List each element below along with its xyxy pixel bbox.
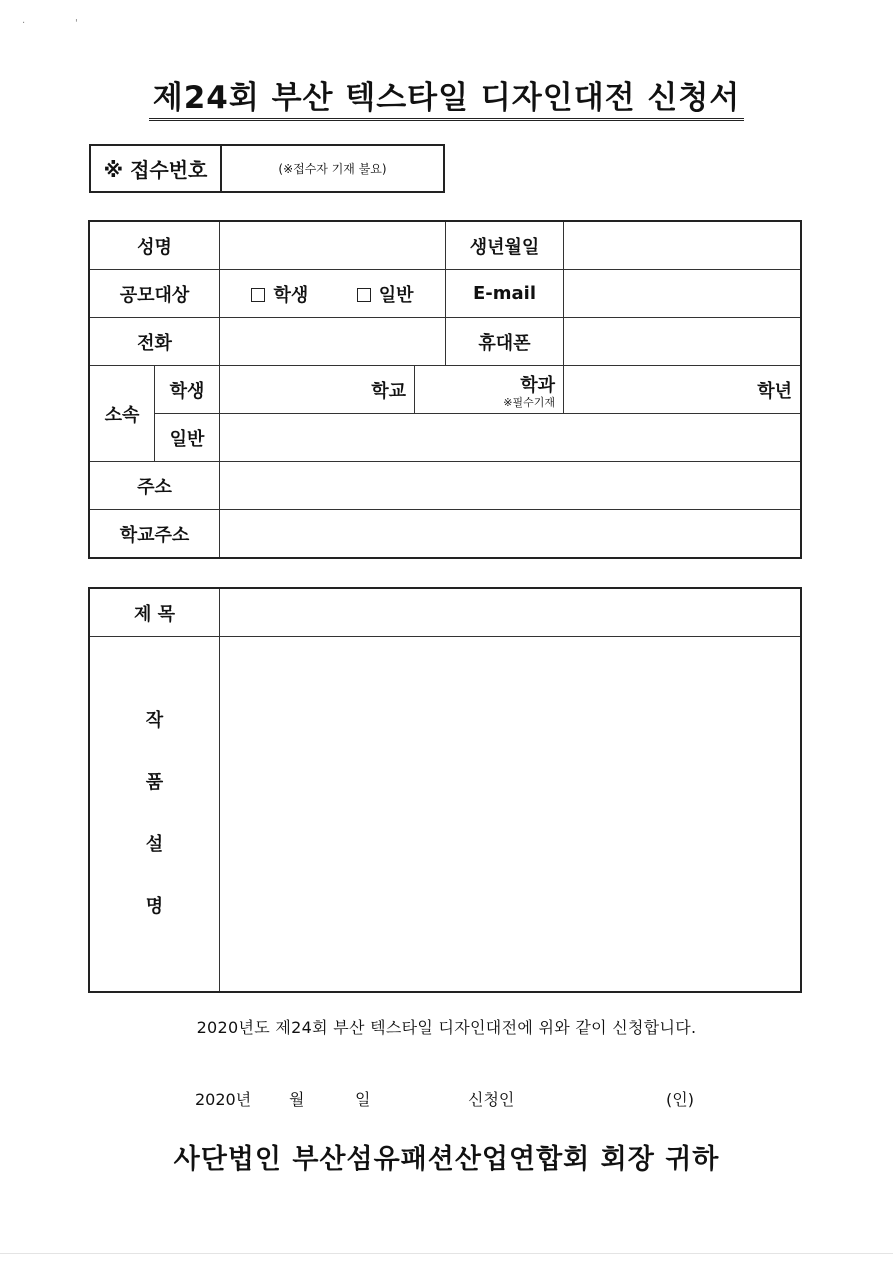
mobile-field[interactable] <box>564 318 801 366</box>
addressee-footer: 사단법인 부산섬유패션산업연합회 회장 귀하 <box>173 1144 720 1175</box>
date-year: 2020년 <box>195 1090 252 1109</box>
category-label: 공모대상 <box>90 270 220 318</box>
receipt-label: ※ 접수번호 <box>91 146 222 191</box>
aff-student-label: 학생 <box>155 366 220 414</box>
birth-label: 생년월일 <box>446 222 564 270</box>
name-field[interactable] <box>220 222 446 270</box>
work-description-label: 작 품 설 명 <box>90 637 220 992</box>
page-title: 제24회 부산 텍스타일 디자인대전 신청서 <box>0 72 893 117</box>
address-label: 주소 <box>90 462 220 510</box>
phone-label: 전화 <box>90 318 220 366</box>
receipt-number-box <box>89 144 445 193</box>
receipt-note: (※접수자 기재 불요) <box>278 162 387 176</box>
applicant-table <box>89 221 801 558</box>
student-option-label: 학생 <box>273 284 309 306</box>
affiliation-label: 소속 <box>90 366 155 462</box>
page-edge <box>0 1253 893 1254</box>
email-label: E-mail <box>446 270 564 318</box>
student-checkbox[interactable] <box>251 288 265 302</box>
address-field[interactable] <box>220 462 801 510</box>
major-note: ※필수기재 <box>503 395 555 409</box>
aff-general-field[interactable] <box>220 414 801 462</box>
work-table <box>89 588 801 992</box>
grade-label: 학년 <box>757 380 792 402</box>
phone-field[interactable] <box>220 318 446 366</box>
school-address-field[interactable] <box>220 510 801 558</box>
general-option-label: 일반 <box>378 284 414 306</box>
major-label: 학과 <box>520 374 555 396</box>
applicant-signature-label: 신청인 <box>468 1090 515 1109</box>
aff-general-label: 일반 <box>155 414 220 462</box>
category-options <box>220 270 446 318</box>
birth-field[interactable] <box>564 222 801 270</box>
email-field[interactable] <box>564 270 801 318</box>
mobile-label: 휴대폰 <box>446 318 564 366</box>
scan-mark: ' <box>75 18 78 29</box>
major-field[interactable] <box>415 366 564 414</box>
work-title-label: 제 목 <box>90 589 220 637</box>
grade-field[interactable] <box>564 366 801 414</box>
general-checkbox[interactable] <box>357 288 371 302</box>
school-label: 학교 <box>371 380 406 402</box>
work-title-field[interactable] <box>220 589 801 637</box>
school-address-label: 학교주소 <box>90 510 220 558</box>
pledge-text: 2020년도 제24회 부산 텍스타일 디자인대전에 위와 같이 신청합니다. <box>196 1018 697 1037</box>
school-field[interactable] <box>220 366 415 414</box>
work-description-field[interactable] <box>220 637 801 992</box>
scan-mark: · <box>22 18 26 29</box>
date-day: 일 <box>355 1090 371 1109</box>
seal-mark: (인) <box>666 1090 694 1109</box>
name-label: 성명 <box>90 222 220 270</box>
date-month: 월 <box>289 1090 305 1109</box>
